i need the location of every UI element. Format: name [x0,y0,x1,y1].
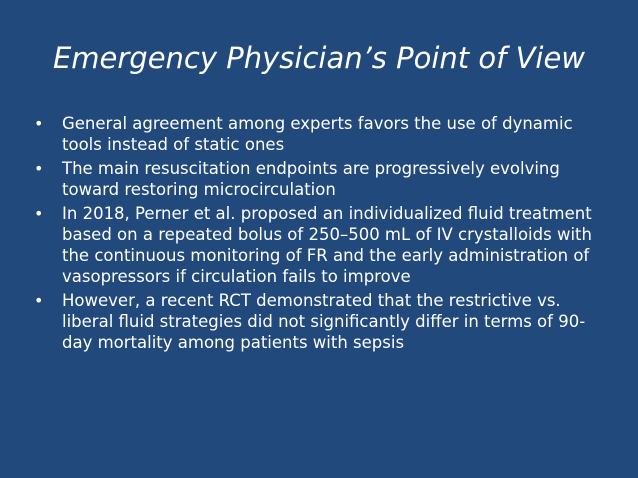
bullet-icon: • [34,114,44,133]
bullet-item-1 [34,113,614,155]
bullet-icon: • [34,204,44,223]
bullet-item-3 [34,203,614,287]
bullet-text-2: The main resuscitation endpoints are progressively evolving toward restoring microcirculation [62,159,560,199]
bullet-item-4 [34,290,614,353]
bullet-icon: • [34,159,44,178]
bullet-text-1: General agreement among experts favors the use of dynamic tools instead of static ones [62,114,573,154]
bullet-item-2 [34,158,614,200]
bullet-icon: • [34,291,44,310]
bullet-list [34,113,614,356]
bullet-text-3: In 2018, Perner et al. proposed an individualized fluid treatment based on a repeated bolus of 250–500 mL of IV crystalloids with the continuous monitoring of FR and the early administration of vasopressors if circulation fails to improve [62,204,592,286]
slide-title: Emergency Physician’s Point of View [52,41,586,75]
bullet-text-4: However, a recent RCT demonstrated that the restrictive vs. liberal fluid strategies did not significantly differ in terms of 90-day mortality among patients with sepsis [62,291,586,352]
